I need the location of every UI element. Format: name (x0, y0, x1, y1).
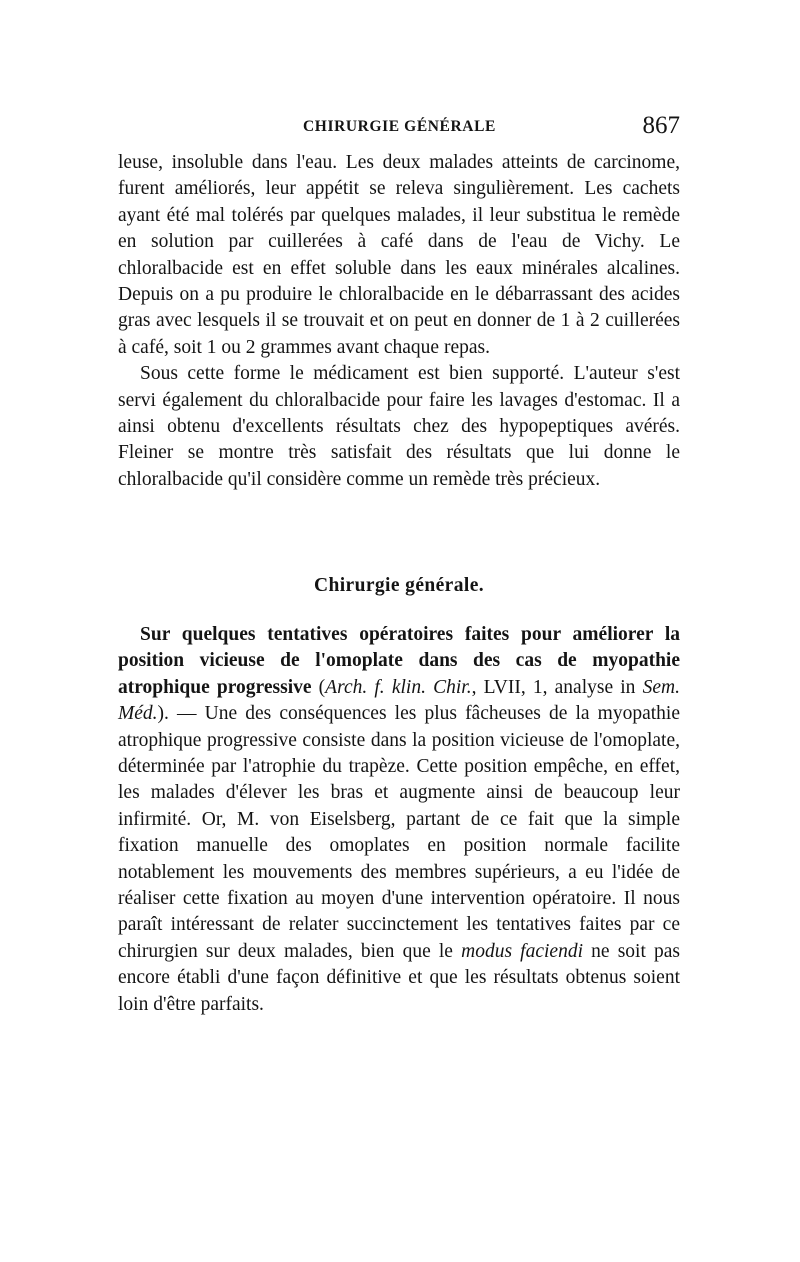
source-review: Sem. Méd. (118, 676, 680, 725)
article-body-italic: modus faciendi (461, 940, 583, 962)
article-title: Sur quelques tentatives opératoires faites pour améliorer la position vicieuse de l'omoplate dans des cas de myopathie atrophique progressive (118, 624, 680, 698)
article-body-part2: ne soit pas encore établi d'une façon définitive et que les résultats obtenus soient loin d'être parfaits. (118, 940, 681, 1015)
source-close: ). (157, 703, 169, 725)
article-body-part1: — Une des conséquences les plus fâcheuses de la myopathie atrophique progressive consiste dans la position vicieuse de l'omoplate, déterminée par l'atrophie du trapèze. Cette position empêche, en effet, les malades d'élever les bras et augmente ainsi de beaucoup leur infirmité. Or, M. von Eiselsberg, partant de ce fait que la simple fixation manuelle des omoplates en position normale facilite notablement les mouvements des membres supérieurs, a eu l'idée de réaliser cette fixation au moyen d'une intervention opératoire. Il nous paraît intéressant de relater succinctement les tentatives faites par ce chirurgien sur deux malades, bien que le (118, 703, 680, 962)
source-volume: , LVII, 1, analyse in (471, 676, 643, 698)
paragraph-continued: leuse, insoluble dans l'eau. Les deux malades atteints de carcinome, furent améliorés, leur appétit se releva singulièrement. Les cachets ayant été mal tolérés par quelques malades, il leur substitua le remède en solution par cuillerées à café dans de l'eau de Vichy. Le chloralbacide est en effet soluble dans les eaux minérales alcalines. Depuis on a pu produire le chloralbacide en le débarrassant des acides gras avec lesquels il se trouvait et on peut en donner de 1 à 2 cuillerées à café, soit 1 ou 2 grammes avant chaque repas. (118, 152, 680, 358)
running-title: CHIRURGIE GÉNÉRALE (303, 118, 496, 135)
section-heading: Chirurgie générale. (313, 575, 485, 596)
paragraph: Sous cette forme le médicament est bien supporté. L'auteur s'est servi également du chloralbacide pour faire les lavages d'estomac. Il a ainsi obtenu d'excellents résultats chez des hypopeptiques avérés. Fleiner se montre très satisfait des résultats que lui donne le chloralbacide qu'il considère comme un remède très précieux. (118, 363, 680, 490)
source-journal: Arch. f. klin. Chir. (325, 676, 472, 698)
running-header (118, 112, 680, 142)
article-paragraph (118, 622, 680, 1018)
page-number: 867 (642, 112, 680, 139)
source-open: ( (311, 676, 326, 698)
body-text (118, 150, 680, 493)
